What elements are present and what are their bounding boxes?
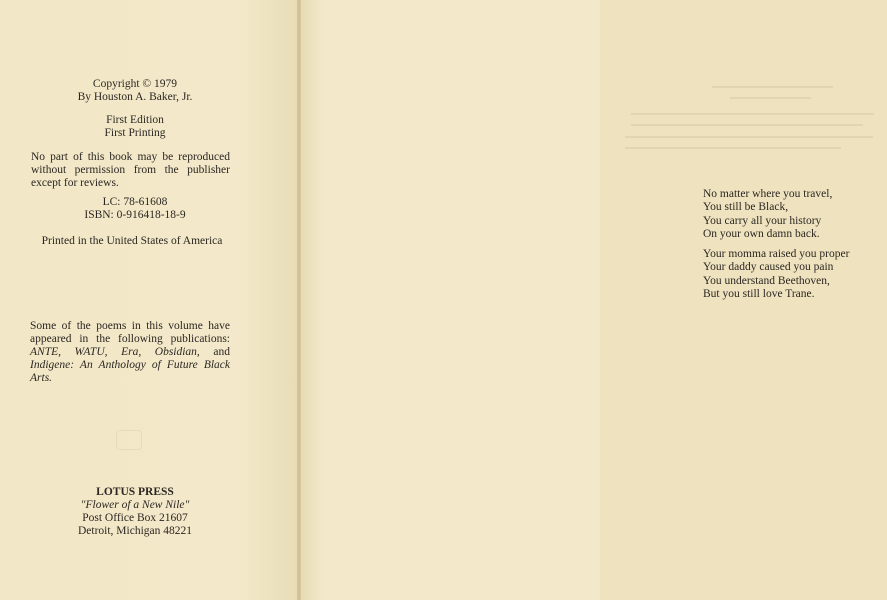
poem-line: Your momma raised you proper — [703, 248, 850, 261]
copyright-author: By Houston A. Baker, Jr. — [77, 91, 193, 103]
lc-number: LC: 78-61608 — [102, 196, 168, 208]
poem — [703, 188, 849, 308]
copyright-line: Copyright © 1979 — [92, 78, 178, 90]
poem-stanza-1 — [703, 188, 849, 241]
printing-line: First Printing — [104, 127, 166, 139]
publisher-name: LOTUS PRESS — [96, 486, 174, 498]
copyright-block — [55, 78, 215, 104]
book-gutter — [297, 0, 301, 600]
publisher-block — [40, 486, 230, 538]
publisher-address-line1: Post Office Box 21607 — [82, 512, 188, 524]
anthology-title: Indigene: An Anthology of Future Black Arts. — [30, 359, 230, 384]
poem-line: No matter where you travel, — [703, 188, 833, 200]
publisher-motto: "Flower of a New Nile" — [80, 499, 190, 511]
edition-block — [55, 114, 215, 140]
poem-line: You still be Black, — [703, 201, 789, 214]
printed-in-notice: Printed in the United States of America — [41, 235, 223, 247]
publisher-address-line2: Detroit, Michigan 48221 — [77, 525, 193, 537]
appeared-and: and — [199, 346, 230, 358]
right-page — [299, 0, 850, 600]
poem-line: But you still love Trane. — [703, 288, 815, 301]
poem-line: On your own damn back. — [703, 227, 820, 240]
isbn-number: ISBN: 0-916418-18-9 — [84, 209, 186, 221]
rights-notice: No part of this book may be reproduced without permission from the publisher except for reviews. — [31, 151, 230, 189]
appeared-notice — [30, 320, 230, 385]
bleed-through-lines — [617, 86, 887, 158]
identifiers-block — [55, 196, 215, 222]
poem-line: Your daddy caused you pain — [703, 261, 834, 274]
edition-line: First Edition — [106, 114, 164, 126]
left-page — [0, 0, 299, 600]
bleed-through-seal — [116, 430, 142, 450]
publication-list: ANTE, WATU, Era, Obsidian, — [30, 346, 200, 358]
poem-stanza-2 — [703, 248, 849, 301]
appeared-intro: Some of the poems in this volume have appeared in the following publications: — [30, 320, 230, 345]
poem-line: You understand Beethoven, — [703, 274, 830, 287]
poem-line: You carry all your history — [703, 214, 822, 227]
